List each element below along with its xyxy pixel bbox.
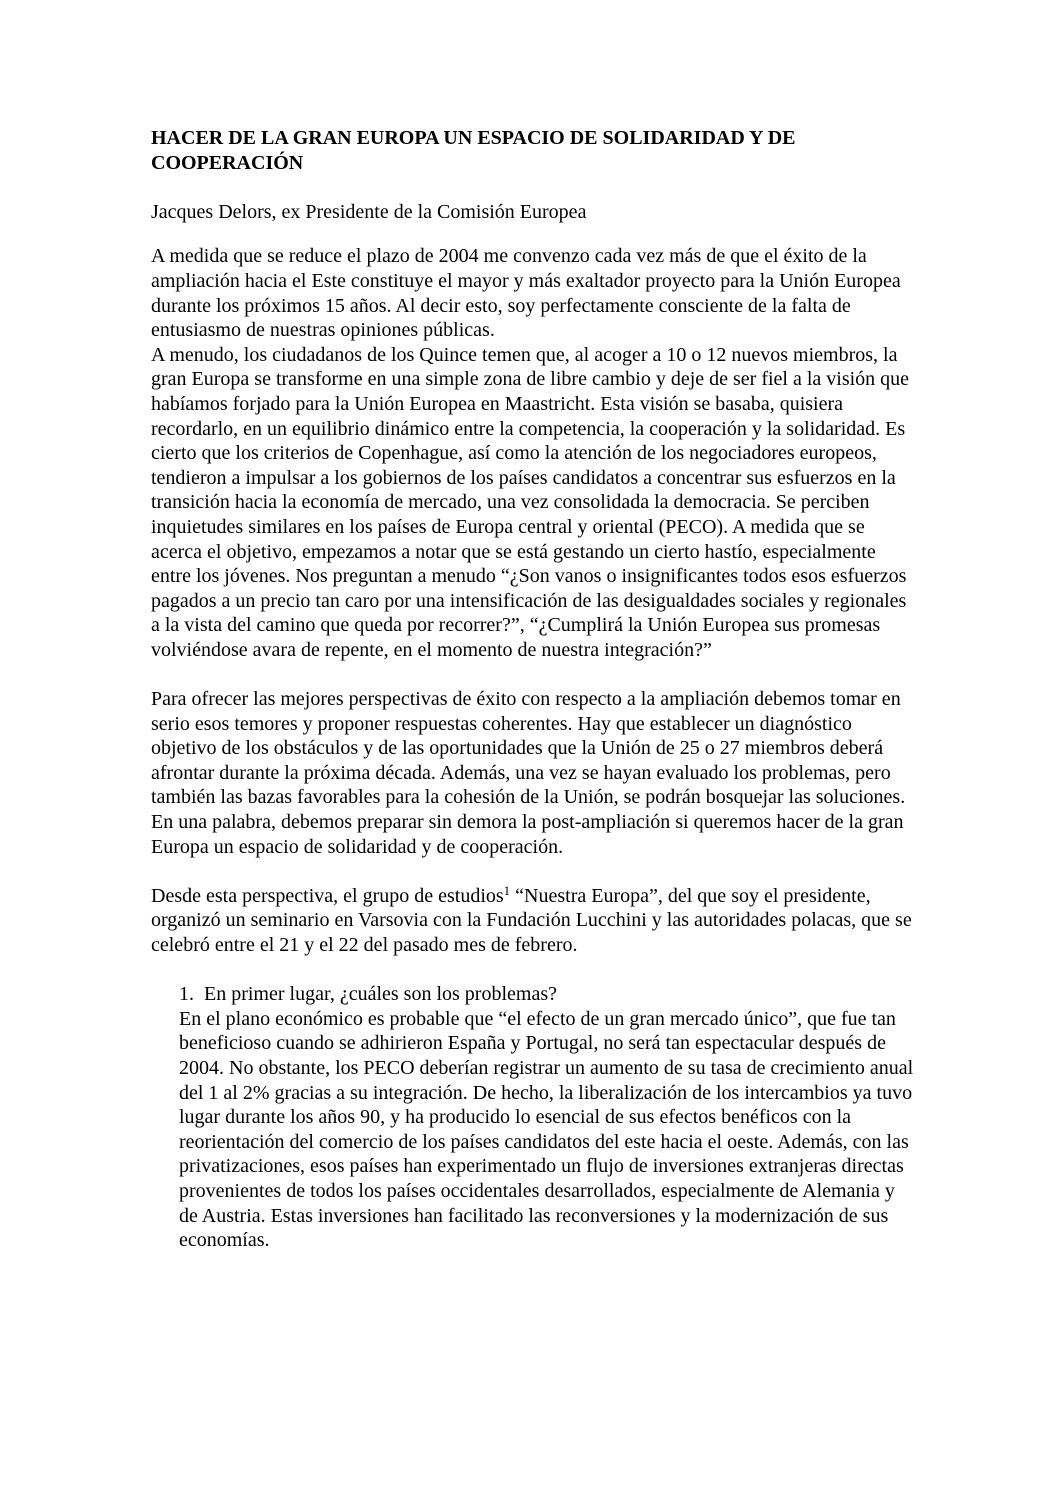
list-item-heading-text: En primer lugar, ¿cuáles son los problemas? [204,983,557,1006]
paragraph-seminar [151,884,917,958]
list-item-paragraph: En el plano económico es probable que “el efecto de un gran mercado único”, que fue tan beneficioso cuando se adhirieron España y Portugal, no será tan espectacular después de 2004. No obstante, los PECO deberían registrar un aumento de su tasa de crecimiento anual del 1 al 2% gracias a su integración. De hecho, la liberalización de los intercambios ya tuvo lugar durante los años 90, y ha producido lo esencial de sus efectos benéficos con la reorientación del comercio de los países candidatos del este hacia el oeste. Además, con las privatizaciones, esos países han experimentado un flujo de inversiones extranjeras directas provenientes de todos los países occidentales desarrollados, especialmente de Alemania y de Austria. Estas inversiones han facilitado las reconversiones y la modernización de sus economías. [179,1007,914,1252]
paragraph-enlargement-intro: A medida que se reduce el plazo de 2004 me convenzo cada vez más de que el éxito de la ampliación hacia el Este constituye el mayor y más exaltador proyecto para la Unión Europea durante los próximos 15 años. Al decir esto, soy perfectamente consciente de la falta de entusiasmo de nuestras opiniones públicas. [151,245,901,342]
author-byline: Jacques Delors, ex Presidente de la Comisión Europea [151,200,587,223]
footnote-reference: 1 [503,882,511,898]
list-item-heading [179,982,917,1007]
numbered-list-item [179,982,917,1253]
paragraph-seminar-text-after: “Nuestra Europa”, del que soy el presidente, organizó un seminario en Varsovia con la Fundación Lucchini y las autoridades polacas, que se celebró entre el 21 y el 22 del pasado mes de febrero. [151,884,912,956]
paragraph-diagnostic: Para ofrecer las mejores perspectivas de éxito con respecto a la ampliación debemos tomar en serio esos temores y proponer respuestas coherentes. Hay que establecer un diagnóstico objetivo de los obstáculos y de las oportunidades que la Unión de 25 o 27 miembros deberá afrontar durante la próxima década. Además, una vez se hayan evaluado los problemas, pero también las bazas favorables para la cohesión de la Unión, se podrán bosquejar las soluciones. En una palabra, debemos preparar sin demora la post-ampliación si queremos hacer de la gran Europa un espacio de solidaridad y de cooperación. [151,688,906,858]
document-page [151,126,917,1253]
paragraph-citizen-fears: A menudo, los ciudadanos de los Quince temen que, al acoger a 10 o 12 nuevos miembros, la gran Europa se transforme en una simple zona de libre cambio y deje de ser fiel a la visión que habíamos forjado para la Unión Europea en Maastricht. Esta visión se basaba, quisiera recordarlo, en un equilibrio dinámico entre la competencia, la cooperación y la solidaridad. Es cierto que los criterios de Copenhague, así como la atención de los negociadores europeos, tendieron a impulsar a los gobiernos de los países candidatos a concentrar sus esfuerzos en la transición hacia la economía de mercado, una vez consolidada la democracia. Se perciben inquietudes similares en los países de Europa central y oriental (PECO). A medida que se acerca el objetivo, empezamos a notar que se está gestando un cierto hastío, especialmente entre los jóvenes. Nos preguntan a menudo “¿Son vanos o insignificantes todos esos esfuerzos pagados a un precio tan caro por una intensificación de las desigualdades sociales y regionales a la vista del camino que queda por recorrer?”, “¿Cumplirá la Unión Europea sus promesas volviéndose avara de repente, en el momento de nuestra integración?” [151,343,910,661]
document-title: HACER DE LA GRAN EUROPA UN ESPACIO DE SOLIDARIDAD Y DE COOPERACIÓN [151,127,796,174]
paragraph-seminar-text-before: Desde esta perspectiva, el grupo de estudios [151,884,504,907]
list-item-number: 1. [179,983,194,1006]
